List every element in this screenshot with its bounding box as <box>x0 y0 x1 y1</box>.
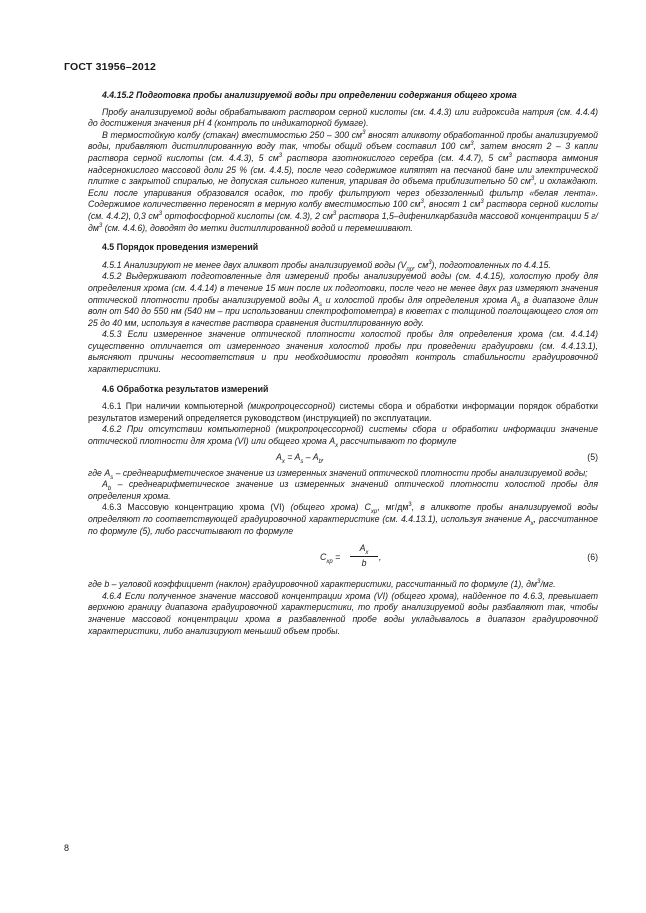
where-clause: где b – угловой коэффициент (наклон) градуировочной характеристики, рассчитанный по формуле (1), $дм^3/мг$. <box>88 579 556 590</box>
formula-6: $C_{хр}$ = $\frac{A_x}{b}$ , (6) <box>320 543 598 568</box>
formula-5 <box>88 452 598 466</box>
document-header: ГОСТ 31956–2012 <box>64 61 157 73</box>
page-number: 8 <box>64 843 70 853</box>
paragraph: 4.6.2 При отсутствии компьютерной (микропроцессорной) системы сбора и обработки информации значение оптической плотности для хрома (VI) или общего хрома $A_x$ рассчитывают по формуле <box>88 424 598 449</box>
section-heading-4-5: 4.5 Порядок проведения измерений <box>102 242 259 253</box>
formula-6-fraction <box>350 543 378 569</box>
where-clause: $A_b$ – среднеарифметическое значение из измеренных значений оптической плотности холостой пробы для определения хрома. <box>88 479 598 501</box>
paragraph: 4.6.1 При наличии компьютерной (микропроцессорной) системы сбора и обработки информации порядок обработки результатов измерений определяется руководством (инструкцией) по эксплуатации. <box>88 401 598 423</box>
paragraph: 4.5.2 Выдерживают подготовленные для измерений пробы анализируемой воды (см. 4.4.15), холостую пробу для определения хрома (см. 4.4.14) в течение 15 мин после их подготовки, после чего не менее двух раз измеряют значения оптической плотности пробы анализируемой воды $A_s$ и холостой пробы для определения хрома $A_b$ в диапазоне длин волн от 540 до 550 нм (540 нм – при использовании спектрофотометра) в кюветах с толщиной поглощающего слоя от 25 до 40 мм, используя в качестве раствора сравнения дистиллированную воду. <box>88 271 598 328</box>
fraction-denominator: b <box>361 557 367 568</box>
section-heading-4-6: 4.6 Обработка результатов измерений <box>102 383 269 394</box>
formula-6-lhs: $C_{хр}$ = <box>320 552 341 565</box>
paragraph: 4.6.3 Массовую концентрацию хрома (VI) (общего хрома) $C_{хр}$, $мг/дм^3$, в аликвоте пробы анализируемой воды определяют по соответствующей градуировочной характеристике (см. 4.4.13.1), используя значение $A_x$, рассчитанное по формуле (5), либо рассчитывают по формуле <box>88 502 599 536</box>
formula-5-number: (5) <box>587 451 598 462</box>
formula-6-number: (6) <box>587 552 598 563</box>
paragraph: 4.6.4 Если полученное значение массовой концентрации хрома (VI) (общего хрома), найденное по 4.6.3, превышает верхнюю границу диапазона градуировочной характеристики, то пробу анализируемой воды разбавляют так, чтобы значение массовой концентрации хрома в разбавленной пробе воды укладывалось в диапазон градуировочной характеристики, либо анализируют меньший объем пробы. <box>88 590 598 636</box>
document-body <box>88 90 598 637</box>
formula-5-expression: $A_x = A_s - A_b$, <box>276 451 325 465</box>
fraction-numerator: $A_x$ <box>350 543 378 557</box>
section-heading-4-4-15-2: 4.4.15.2 Подготовка пробы анализируемой воды при определении содержания общего хрома <box>102 90 517 100</box>
paragraph: 4.5.3 Если измеренное значение оптической плотности холостой пробы для определения хрома (см. 4.4.14) существенно отличается от измеренного значения холостой пробы при проведении градуировки (см. 4.4.13.1), выясняют причины несоответствия и при необходимости проводят контроль стабильности градуировочной характеристики. <box>88 329 598 375</box>
paragraph: Пробу анализируемой воды обрабатывают раствором серной кислоты (см. 4.4.3) или гидроксида натрия (см. 4.4.4) до достижения значения рН 4 (контроль по индикаторной бумаге). <box>88 106 598 129</box>
paragraph: 4.5.1 Анализируют не менее двух аликвот пробы анализируемой воды ($V_{пр}$, $см^3$), подготовленных по 4.4.15. <box>102 259 551 273</box>
where-clause: где $A_s$ – среднеарифметическое значение из измеренных значений оптической плотности пробы анализируемой воды; <box>88 467 588 481</box>
paragraph: В термостойкую колбу (стакан) вместимостью 250 – 300 $см^3$ вносят аликвоту обработанной пробы анализируемой воды, прибавляют дистиллированную воду так, чтобы общий объем составил 100 $см^3$, затем вносят 2 – 3 капли раствора серной кислоты (см. 4.4.3), 5 $см^3$ раствора азотнокислого серебра (см. 4.4.7), 5 $см^3$ раствора аммония надсернокислого массовой доли 25 % (см. 4.4.5), после чего содержимое кипятят на песчаной бане или электрической плитке с закрытой спиралью, не допуская сильного кипения, упаривая до объема приблизительно 50 $см^3$, и охлаждают. Если после упаривания образовался осадок, то пробу фильтруют через обеззоленный фильтр «белая лента». Содержимое количественно переносят в мерную колбу вместимостью 100 $см^3$, вносят 1 $см^3$ раствора серной кислоты (см. 4.4.2), 0,3 $см^3$ ортофосфорной кислоты (см. 4.3), 2 $см^3$ раствора 1,5–дифенилкарбазида массовой концентрации 5 $г/дм^3$ (см. 4.4.6), доводят до метки дистиллированной водой и перемешивают. <box>88 129 599 233</box>
